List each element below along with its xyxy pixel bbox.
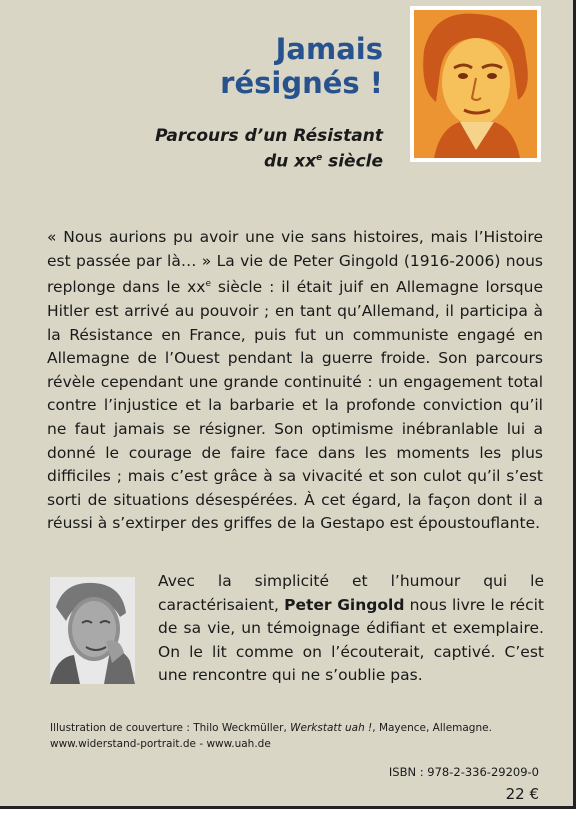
price: 22 €: [505, 785, 539, 803]
credits-pre: Illustration de couverture : Thilo Weckmüller,: [50, 722, 291, 734]
credits-websites: www.widerstand-portrait.de - www.uah.de: [50, 738, 271, 750]
author-name: Peter Gingold: [284, 595, 405, 614]
credits-post: , Mayence, Allemagne.: [372, 722, 492, 734]
author-photo-svg: [50, 577, 135, 684]
blurb-part-2: siècle : il était juif en Allemagne lorsque Hitler est arrivé au pouvoir ; en tant qu’Allemand, il participa à la Résistance en France, puis fut un communiste engagé en Allemagne de l’Ouest pendant la guerre froide. Son parcours révèle cependant une grande continuité : un engagement total contre l’injustice et la barbarie et la profonde conviction qu’il ne faut jamais se résigner. Son optimisme inébranlable lui a donné le courage de faire face dans les moments les plus difficiles ; mais c’est grâce à sa vivacité et son culot qu’il s’est sorti de situations désespérées. À cet égard, la façon dont il a réussi à s’extirper des griffes de la Gestapo est époustouflante.: [47, 278, 543, 533]
subtitle-line-1: Parcours d’un Résistant: [155, 126, 383, 146]
cover-portrait-illustration: [410, 6, 541, 162]
author-paragraph: [158, 570, 544, 688]
back-cover-blurb: [47, 226, 543, 536]
subtitle-line-2: [123, 147, 383, 173]
subtitle-sup: e: [316, 153, 323, 163]
author-paragraph-pre: Avec la simplicité et l’humour qui le caractérisaient,: [158, 572, 544, 614]
author-paragraph-post: nous livre le récit de sa vie, un témoignage édifiant et exemplaire. On le lit comme on l’écouterait, captivé. C’est une rencontre qui ne s’oublie pas.: [158, 595, 544, 685]
title-line-1: Jamais: [275, 32, 383, 66]
credits-work-title: Werkstatt uah !: [290, 722, 373, 734]
author-photo: [50, 577, 135, 684]
subtitle-line-2-pre: du xx: [263, 151, 317, 172]
title-line-2: résignés !: [220, 66, 383, 100]
book-subtitle: [123, 125, 383, 173]
blurb-part-1: « Nous aurions pu avoir une vie sans histoires, mais l’Histoire est passée par là… » La vie de Peter Gingold (1916-2006) nous replonge dans le xx: [47, 228, 543, 297]
book-title: [153, 32, 383, 100]
credits-line-1: [50, 720, 530, 736]
blurb-sup: e: [205, 279, 212, 290]
cover-credits: [50, 720, 530, 752]
isbn: ISBN : 978-2-336-29209-0: [388, 765, 539, 779]
portrait-illustration-svg: [414, 10, 537, 158]
subtitle-line-2-post: siècle: [322, 151, 383, 172]
